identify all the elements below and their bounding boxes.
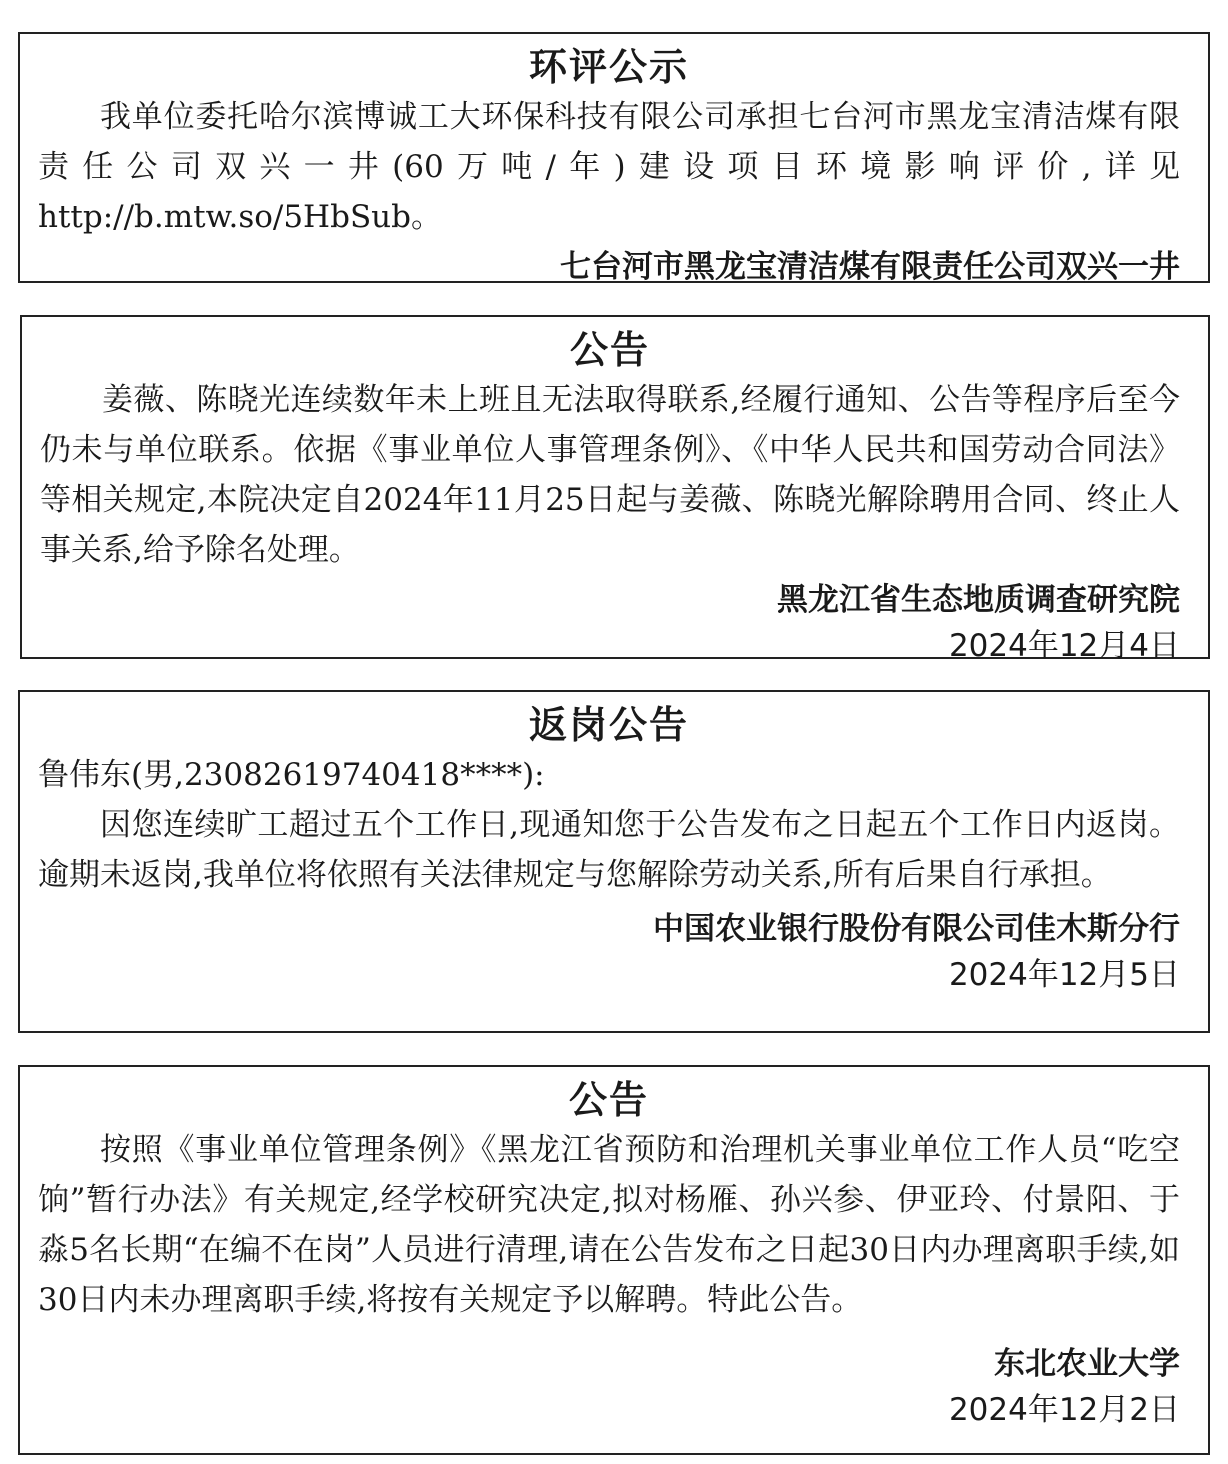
notice-title: 公告 <box>569 328 650 372</box>
notice-dismissal-institute <box>20 315 1210 664</box>
notice-date: 2024年12月2日 <box>948 1392 1180 1428</box>
notice-body: 我单位委托哈尔滨博诚工大环保科技有限公司承担七台河市黑龙宝清洁煤有限责任公司双兴一井(60万吨/年)建设项目环境影响评价,详见http://b.mtw.so/5HbSub。 <box>38 99 1180 235</box>
notice-environmental <box>18 32 1210 283</box>
notice-date: 2024年12月5日 <box>948 957 1180 993</box>
notice-addressee: 鲁伟东(男,23082619740418****): <box>38 757 545 793</box>
notice-date: 2024年12月4日 <box>948 628 1180 664</box>
notice-title: 返岗公告 <box>528 703 689 747</box>
notice-signature: 七台河市黑龙宝清洁煤有限责任公司双兴一井 <box>560 249 1180 285</box>
notice-body: 按照《事业单位管理条例》《黑龙江省预防和治理机关事业单位工作人员“吃空饷”暂行办法》有关规定,经学校研究决定,拟对杨雁、孙兴参、伊亚玲、付景阳、于淼5名长期“在编不在岗”人员进行清理,请在公告发布之日起30日内办理离职手续,如30日内未办理离职手续,将按有关规定予以解聘。特此公告。 <box>38 1132 1180 1318</box>
notice-signature: 东北农业大学 <box>994 1346 1180 1382</box>
notice-body: 因您连续旷工超过五个工作日,现通知您于公告发布之日起五个工作日内返岗。逾期未返岗,我单位将依照有关法律规定与您解除劳动关系,所有后果自行承担。 <box>38 807 1180 893</box>
notice-title: 公告 <box>568 1078 649 1122</box>
notice-signature: 黑龙江省生态地质调查研究院 <box>777 582 1180 618</box>
notice-body: 姜薇、陈晓光连续数年未上班且无法取得联系,经履行通知、公告等程序后至今仍未与单位联系。依据《事业单位人事管理条例》、《中华人民共和国劳动合同法》等相关规定,本院决定自2024年11月25日起与姜薇、陈晓光解除聘用合同、终止人事关系,给予除名处理。 <box>40 382 1180 568</box>
notice-title: 环评公示 <box>528 45 689 89</box>
notice-signature: 中国农业银行股份有限公司佳木斯分行 <box>653 911 1180 947</box>
notice-return-to-work <box>18 690 1210 1033</box>
notice-university-cleanup <box>18 1065 1210 1455</box>
